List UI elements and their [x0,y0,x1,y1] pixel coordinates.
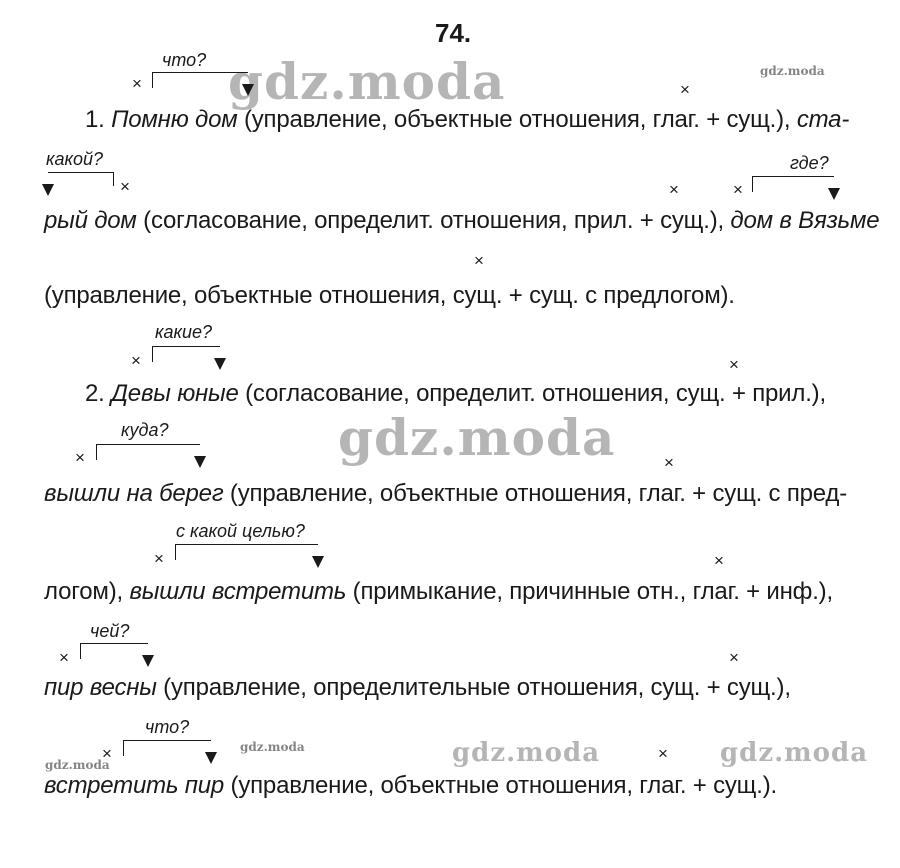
cross-mark: × [714,551,724,570]
question-label: где? [790,153,829,173]
watermark-small-top: gdz.moda [760,64,825,78]
question-label: с какой целью? [176,521,305,541]
cross-mark: × [154,549,164,568]
cross-mark: × [75,448,85,467]
question-arrow [96,444,200,445]
cross-mark: × [733,180,743,199]
watermark-bottom-2: gdz.moda [720,738,869,768]
cross-mark: × [132,74,142,93]
text-line: 1. Помню дом (управление, объектные отношения, глаг. + сущ.), ста- [85,106,850,133]
watermark-bottom-1: gdz.moda [452,738,601,768]
cross-mark: × [474,251,484,270]
question-label: куда? [121,420,169,440]
watermark-top: gdz.moda [228,52,506,111]
cross-mark: × [131,351,141,370]
question-arrow [175,544,318,545]
question-arrow [152,346,220,347]
watermark-center: gdz.moda [338,408,616,467]
question-arrow [80,643,148,644]
question-label: какой? [46,149,104,169]
question-arrow [123,740,211,741]
watermark-small-bottom-mid: gdz.moda [240,740,305,754]
cross-mark: × [102,744,112,763]
question-arrow [152,72,248,73]
question-arrow [48,172,114,173]
text-line: пир весны (управление, определительные отношения, сущ. + сущ.), [44,674,791,701]
cross-mark: × [59,648,69,667]
question-label: что? [162,50,207,70]
cross-mark: × [664,453,674,472]
cross-mark: × [120,177,130,196]
watermark-small-bottom-left: gdz.moda [45,758,110,772]
question-label: какие? [155,322,213,342]
text-line: 2. Девы юные (согласование, определит. отношения, сущ. + прил.), [85,380,826,407]
question-arrow [752,176,834,177]
text-line: рый дом (согласование, определит. отношения, прил. + сущ.), дом в Вязьме [44,207,880,234]
text-line: встретить пир (управление, объектные отношения, глаг. + сущ.). [44,772,777,799]
cross-mark: × [729,355,739,374]
cross-mark: × [658,744,668,763]
question-label: что? [145,717,190,737]
text-line: логом), вышли встретить (примыкание, причинные отн., глаг. + инф.), [44,578,833,605]
text-line: (управление, объектные отношения, сущ. + сущ. с предлогом). [44,282,735,309]
exercise-number: 74. [435,18,472,48]
cross-mark: × [680,80,690,99]
cross-mark: × [729,648,739,667]
text-line: вышли на берег (управление, объектные отношения, глаг. + сущ. с пред- [44,480,847,507]
cross-mark: × [669,180,679,199]
question-label: чей? [90,621,130,641]
